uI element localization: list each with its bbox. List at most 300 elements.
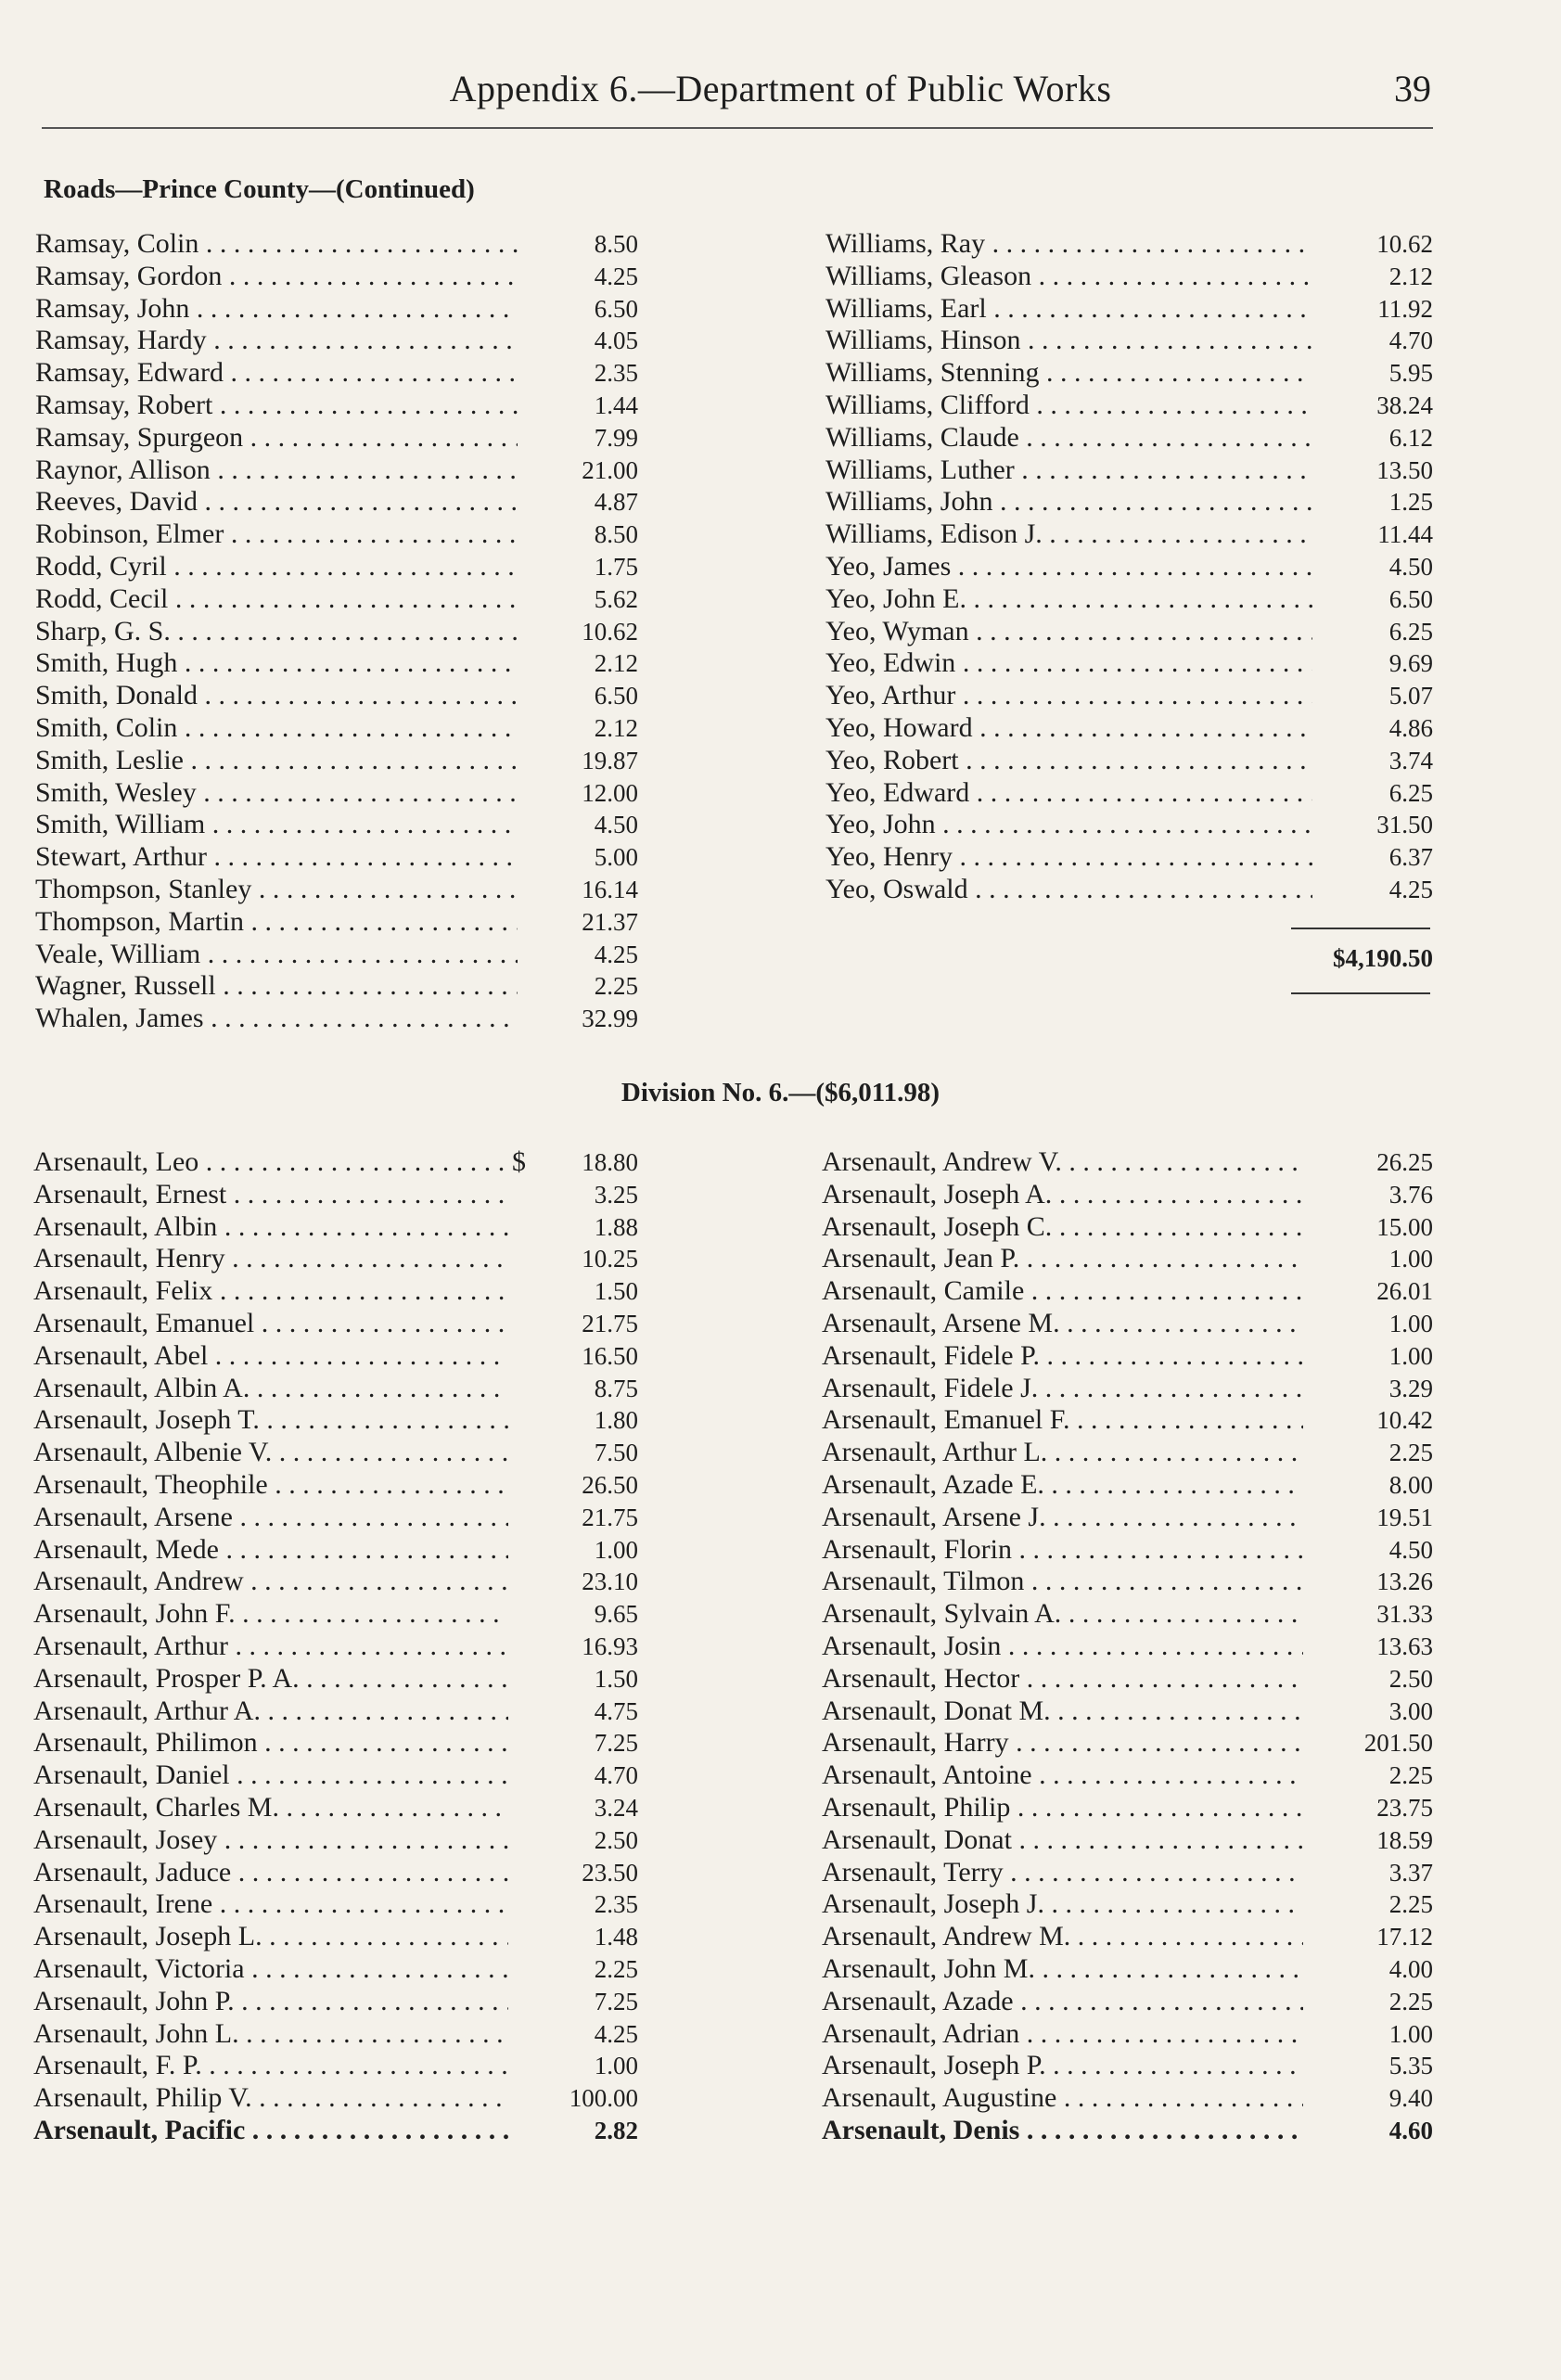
entry-name: Arsenault, Henry . . . [33, 1243, 508, 1275]
entry-amount: 3.76 [1388, 1180, 1433, 1209]
list-item [35, 680, 638, 712]
list-item [33, 1308, 638, 1340]
entry-name: Arsenault, Albin . . . [33, 1211, 508, 1244]
entry-name: Ramsay, John . . . [35, 293, 518, 326]
list-item [822, 1211, 1433, 1244]
entry-name: Thompson, Stanley . . . [35, 874, 518, 906]
list-item [35, 357, 638, 390]
list-item [35, 745, 638, 777]
entry-amount: 1.80 [594, 1406, 638, 1435]
entry-amount: 1.00 [1388, 1245, 1433, 1273]
entry-name: Arsenault, Andrew . . . [33, 1566, 508, 1598]
entry-name: Arsenault, Adrian . . . [822, 2018, 1303, 2051]
entry-amount: 3.25 [594, 1180, 638, 1209]
list-item [35, 518, 638, 551]
entry-amount: 2.35 [594, 359, 638, 388]
list-item [33, 1759, 638, 1792]
entry-name: Yeo, Henry . . . [825, 841, 1312, 874]
entry-amount: 2.25 [594, 972, 638, 1001]
entry-name: Arsenault, Fidele J. . . . [822, 1373, 1303, 1405]
list-item [33, 1663, 638, 1695]
entry-name: Arsenault, Hector . . . [822, 1663, 1303, 1695]
entry-amount: 1.75 [594, 552, 638, 581]
list-item [822, 1243, 1433, 1275]
entry-name: Arsenault, Ernest . . . [33, 1179, 508, 1211]
entry-name: Ramsay, Hardy . . . [35, 325, 518, 357]
entry-amount: 13.63 [1376, 1631, 1433, 1660]
list-item [35, 616, 638, 648]
list-item [825, 874, 1433, 906]
entry-amount: 4.50 [594, 811, 638, 839]
entry-name: Smith, Donald . . . [35, 680, 518, 712]
entry-amount: 16.50 [582, 1341, 638, 1370]
entry-amount: 1.50 [594, 1664, 638, 1693]
entry-amount: 5.35 [1388, 2052, 1433, 2080]
division-right-column [822, 1146, 1433, 2147]
entry-amount: 13.26 [1376, 1567, 1433, 1596]
section-heading-division: Division No. 6.—($6,011.98) [621, 1078, 940, 1107]
list-item [35, 970, 638, 1003]
entry-amount: 100.00 [569, 2084, 638, 2113]
entry-name: Williams, Edison J. . . . [825, 518, 1312, 551]
entry-name: Arsenault, Daniel . . . [33, 1759, 508, 1792]
entry-name: Ramsay, Gordon . . . [35, 261, 518, 293]
list-item [822, 2082, 1433, 2115]
entry-name: Arsenault, Arthur L. . . . [822, 1437, 1303, 1469]
entry-amount: 5.95 [1388, 359, 1433, 388]
list-item [33, 1824, 638, 1857]
list-item [35, 809, 638, 841]
entry-name: Yeo, John E. . . . [825, 583, 1312, 616]
total-rule-top [1291, 928, 1430, 929]
list-item [35, 906, 638, 939]
list-item [33, 1502, 638, 1534]
entry-amount: 19.51 [1376, 1503, 1433, 1531]
entry-amount: 1.44 [594, 390, 638, 419]
entry-name: Arsenault, Felix . . . [33, 1275, 508, 1308]
list-item [822, 1727, 1433, 1759]
entry-amount: 23.10 [582, 1567, 638, 1596]
entry-name: Whalen, James . . . [35, 1003, 518, 1035]
entry-amount: 4.50 [1388, 552, 1433, 581]
entry-name: Ramsay, Colin . . . [35, 228, 518, 261]
page-title: Appendix 6.—Department of Public Works [449, 68, 1112, 109]
entry-name: Yeo, James . . . [825, 551, 1312, 583]
entry-name: Arsenault, John L. . . . [33, 2018, 508, 2051]
list-item [33, 2082, 638, 2115]
entry-amount: 3.29 [1388, 1374, 1433, 1402]
entry-name: Smith, Wesley . . . [35, 777, 518, 810]
entry-name: Williams, Earl . . . [825, 293, 1312, 326]
entry-name: Ramsay, Edward . . . [35, 357, 518, 390]
entry-name: Stewart, Arthur . . . [35, 841, 518, 874]
list-item [33, 1695, 638, 1728]
entry-amount: 4.75 [594, 1696, 638, 1725]
entry-amount: 12.00 [582, 778, 638, 807]
entry-amount: 38.24 [1376, 390, 1433, 419]
entry-amount: 4.25 [594, 940, 638, 968]
entry-name: Yeo, Arthur . . . [825, 680, 1312, 712]
entry-name: Arsenault, Emanuel . . . [33, 1308, 508, 1340]
entry-name: Arsenault, Josin . . . [822, 1631, 1303, 1663]
entry-amount: 21.75 [582, 1503, 638, 1531]
list-item [35, 454, 638, 487]
entry-amount: 1.00 [594, 2052, 638, 2080]
entry-amount: 26.50 [582, 1470, 638, 1499]
list-item [33, 1857, 638, 1889]
entry-amount: 11.92 [1377, 294, 1433, 323]
list-item [33, 2050, 638, 2082]
entry-name: Wagner, Russell . . . [35, 970, 518, 1003]
list-item [33, 1631, 638, 1663]
entry-name: Arsenault, Fidele P. . . . [822, 1340, 1303, 1373]
list-item [35, 939, 638, 971]
entry-amount: 4.50 [1388, 1535, 1433, 1564]
entry-name: Arsenault, Arsene M. . . . [822, 1308, 1303, 1340]
entry-amount: 2.25 [1388, 1890, 1433, 1919]
entry-name: Williams, Hinson . . . [825, 325, 1312, 357]
list-item [35, 293, 638, 326]
entry-name: Sharp, G. S. . . . [35, 616, 518, 648]
list-item [33, 1211, 638, 1244]
list-item [822, 1566, 1433, 1598]
list-item [822, 1921, 1433, 1953]
list-item [822, 1695, 1433, 1728]
list-item [822, 1663, 1433, 1695]
entry-name: Arsenault, Pacific . . . [33, 2115, 508, 2147]
entry-name: Arsenault, Jean P. . . . [822, 1243, 1303, 1275]
list-item [33, 1727, 638, 1759]
entry-amount: 10.62 [582, 617, 638, 646]
entry-name: Ramsay, Spurgeon . . . [35, 422, 518, 454]
entry-amount: 6.50 [1388, 584, 1433, 613]
list-item [822, 1502, 1433, 1534]
entry-amount: 4.86 [1388, 713, 1433, 742]
list-item [825, 486, 1433, 518]
entry-amount: 18.59 [1376, 1825, 1433, 1854]
list-item [825, 809, 1433, 841]
entry-amount: 6.25 [1388, 778, 1433, 807]
entry-name: Arsenault, Arsene J. . . . [822, 1502, 1303, 1534]
entry-amount: 11.44 [1377, 520, 1433, 549]
entry-name: Williams, Ray . . . [825, 228, 1312, 261]
entry-name: Arsenault, Andrew M. . . . [822, 1921, 1303, 1953]
roads-left-column [35, 228, 638, 1035]
entry-amount: 21.37 [582, 907, 638, 936]
list-item [822, 2018, 1433, 2051]
entry-name: Arsenault, Charles M. . . . [33, 1792, 508, 1824]
list-item [825, 777, 1433, 810]
entry-amount: 10.62 [1376, 230, 1433, 258]
list-item [33, 2115, 638, 2147]
list-item [825, 390, 1433, 422]
entry-amount: 9.69 [1388, 649, 1433, 678]
entry-amount: 21.00 [582, 455, 638, 484]
entry-name: Smith, Leslie . . . [35, 745, 518, 777]
entry-name: Arsenault, Jaduce . . . [33, 1857, 508, 1889]
division-left-column [33, 1146, 638, 2147]
entry-amount: 7.25 [594, 1729, 638, 1758]
entry-amount: 18.80 [582, 1148, 638, 1176]
list-item [33, 1146, 638, 1179]
entry-amount: 8.50 [594, 230, 638, 258]
entry-amount: 19.87 [582, 746, 638, 774]
entry-name: Williams, Stenning . . . [825, 357, 1312, 390]
entry-name: Reeves, David . . . [35, 486, 518, 518]
list-item [825, 841, 1433, 874]
entry-name: Yeo, Howard . . . [825, 712, 1312, 745]
list-item [33, 1598, 638, 1631]
entry-amount: 2.82 [594, 2116, 638, 2144]
entry-amount: 17.12 [1376, 1923, 1433, 1951]
entry-amount: 2.35 [594, 1890, 638, 1919]
section-heading-roads: Roads—Prince County—(Continued) [44, 174, 475, 204]
entry-amount: 5.07 [1388, 682, 1433, 710]
entry-name: Arsenault, Leo . . . [33, 1146, 508, 1179]
entry-name: Arsenault, Azade . . . [822, 1986, 1303, 2018]
list-item [35, 841, 638, 874]
entry-name: Yeo, John . . . [825, 809, 1312, 841]
list-item [822, 1437, 1433, 1469]
entry-name: Arsenault, Antoine . . . [822, 1759, 1303, 1792]
list-item [35, 777, 638, 810]
entry-name: Arsenault, Philimon . . . [33, 1727, 508, 1759]
entry-amount: 21.75 [582, 1309, 638, 1337]
entry-name: Veale, William . . . [35, 939, 518, 971]
list-item [35, 422, 638, 454]
list-item [825, 680, 1433, 712]
list-item [35, 583, 638, 616]
entry-name: Arsenault, Albin A. . . . [33, 1373, 508, 1405]
entry-name: Williams, Gleason . . . [825, 261, 1312, 293]
list-item [825, 518, 1433, 551]
entry-name: Arsenault, Sylvain A. . . . [822, 1598, 1303, 1631]
list-item [33, 1986, 638, 2018]
entry-name: Yeo, Wyman . . . [825, 616, 1312, 648]
list-item [33, 1534, 638, 1567]
list-item [35, 1003, 638, 1035]
list-item [822, 1469, 1433, 1502]
entry-amount: 7.25 [594, 1987, 638, 2015]
list-item [825, 454, 1433, 487]
entry-name: Williams, Claude . . . [825, 422, 1312, 454]
entry-name: Arsenault, Arthur . . . [33, 1631, 508, 1663]
page-number: 39 [1394, 68, 1431, 109]
entry-amount: 9.40 [1388, 2084, 1433, 2113]
entry-name: Rodd, Cyril . . . [35, 551, 518, 583]
list-item [35, 874, 638, 906]
list-item [822, 1340, 1433, 1373]
list-item [35, 261, 638, 293]
list-item [33, 1566, 638, 1598]
entry-amount: 1.00 [1388, 1341, 1433, 1370]
entry-amount: 4.87 [594, 488, 638, 517]
list-item [33, 1921, 638, 1953]
list-item [33, 1953, 638, 1986]
entry-amount: 13.50 [1376, 455, 1433, 484]
entry-amount: 4.05 [594, 326, 638, 355]
list-item [825, 745, 1433, 777]
entry-amount: 3.24 [594, 1793, 638, 1822]
list-item [35, 712, 638, 745]
entry-name: Arsenault, Andrew V. . . . [822, 1146, 1303, 1179]
entry-amount: 1.48 [594, 1923, 638, 1951]
entry-name: Raynor, Allison . . . [35, 454, 518, 487]
list-item [822, 1857, 1433, 1889]
roads-total: $4,190.50 [1333, 944, 1433, 972]
entry-name: Yeo, Edward . . . [825, 777, 1312, 810]
entry-name: Arsenault, Joseph L. . . . [33, 1921, 508, 1953]
list-item [35, 325, 638, 357]
entry-amount: 32.99 [582, 1004, 638, 1033]
list-item [35, 390, 638, 422]
entry-amount: 4.25 [594, 2019, 638, 2048]
list-item [33, 1179, 638, 1211]
entry-amount: 3.00 [1388, 1696, 1433, 1725]
list-item [33, 1888, 638, 1921]
entry-amount: 2.50 [1388, 1664, 1433, 1693]
entry-name: Robinson, Elmer . . . [35, 518, 518, 551]
entry-amount: 1.50 [594, 1277, 638, 1306]
entry-name: Arsenault, Abel . . . [33, 1340, 508, 1373]
entry-name: Arsenault, Mede . . . [33, 1534, 508, 1567]
entry-amount: 6.12 [1388, 423, 1433, 452]
entry-amount: 6.25 [1388, 617, 1433, 646]
entry-name: Arsenault, Arsene . . . [33, 1502, 508, 1534]
entry-amount: 4.25 [1388, 875, 1433, 903]
entry-amount: 4.60 [1388, 2116, 1433, 2144]
entry-amount: 4.00 [1388, 1954, 1433, 1983]
entry-name: Arsenault, Tilmon . . . [822, 1566, 1303, 1598]
entry-amount: 8.75 [594, 1374, 638, 1402]
total-rule-bottom [1291, 992, 1430, 994]
list-item [825, 647, 1433, 680]
list-item [822, 1534, 1433, 1567]
list-item [825, 551, 1433, 583]
entry-amount: 16.14 [582, 875, 638, 903]
entry-name: Smith, Hugh . . . [35, 647, 518, 680]
entry-amount: 9.65 [594, 1600, 638, 1629]
list-item [822, 1308, 1433, 1340]
entry-amount: 4.25 [594, 262, 638, 290]
entry-name: Yeo, Edwin . . . [825, 647, 1312, 680]
entry-amount: 1.00 [594, 1535, 638, 1564]
list-item [33, 1792, 638, 1824]
entry-amount: 6.37 [1388, 843, 1433, 872]
entry-name: Smith, William . . . [35, 809, 518, 841]
list-item [825, 422, 1433, 454]
list-item [33, 1469, 638, 1502]
entry-amount: 5.00 [594, 843, 638, 872]
roads-right-column [825, 228, 1433, 906]
entry-amount: 26.25 [1376, 1148, 1433, 1176]
entry-name: Ramsay, Robert . . . [35, 390, 518, 422]
entry-name: Arsenault, F. P. . . . [33, 2050, 508, 2082]
entry-amount: 1.25 [1388, 488, 1433, 517]
list-item [822, 1404, 1433, 1437]
entry-name: Yeo, Robert . . . [825, 745, 1312, 777]
list-item [822, 1631, 1433, 1663]
entry-name: Arsenault, Camile . . . [822, 1275, 1303, 1308]
entry-name: Arsenault, Joseph J. . . . [822, 1888, 1303, 1921]
entry-amount: 1.88 [594, 1212, 638, 1241]
entry-name: Arsenault, Joseph C. . . . [822, 1211, 1303, 1244]
list-item [822, 1824, 1433, 1857]
list-item [35, 647, 638, 680]
entry-name: Arsenault, Harry . . . [822, 1727, 1303, 1759]
list-item [822, 1953, 1433, 1986]
list-item [822, 1146, 1433, 1179]
entry-amount: 6.50 [594, 294, 638, 323]
list-item [33, 1437, 638, 1469]
entry-amount: 8.50 [594, 520, 638, 549]
entry-name: Arsenault, John F. . . . [33, 1598, 508, 1631]
list-item [825, 616, 1433, 648]
entry-amount: 2.25 [1388, 1439, 1433, 1467]
list-item [822, 1888, 1433, 1921]
entry-amount: 4.70 [594, 1761, 638, 1790]
list-item [33, 1243, 638, 1275]
entry-name: Thompson, Martin . . . [35, 906, 518, 939]
list-item [35, 228, 638, 261]
entry-name: Arsenault, Prosper P. A. . . . [33, 1663, 508, 1695]
entry-amount: 23.75 [1376, 1793, 1433, 1822]
entry-amount: 16.93 [582, 1631, 638, 1660]
list-item [33, 1275, 638, 1308]
list-item [822, 1792, 1433, 1824]
entry-amount: 31.33 [1376, 1600, 1433, 1629]
entry-name: Arsenault, Philip V. . . . [33, 2082, 508, 2115]
entry-name: Williams, Luther . . . [825, 454, 1312, 487]
entry-name: Arsenault, Albenie V. . . . [33, 1437, 508, 1469]
entry-name: Arsenault, Arthur A. . . . [33, 1695, 508, 1728]
entry-name: Arsenault, Terry . . . [822, 1857, 1303, 1889]
entry-amount: 15.00 [1376, 1212, 1433, 1241]
list-item [822, 1986, 1433, 2018]
entry-name: Arsenault, Emanuel F. . . . [822, 1404, 1303, 1437]
entry-amount: 3.37 [1388, 1858, 1433, 1887]
entry-name: Rodd, Cecil . . . [35, 583, 518, 616]
entry-name: Arsenault, Joseph A. . . . [822, 1179, 1303, 1211]
header-rule [42, 127, 1433, 129]
list-item [822, 2050, 1433, 2082]
list-item [822, 1598, 1433, 1631]
entry-amount: 5.62 [594, 584, 638, 613]
entry-name: Arsenault, John M. . . . [822, 1953, 1303, 1986]
list-item [33, 1373, 638, 1405]
entry-amount: 2.25 [1388, 1987, 1433, 2015]
entry-amount: 1.00 [1388, 2019, 1433, 2048]
entry-name: Arsenault, Philip . . . [822, 1792, 1303, 1824]
entry-name: Arsenault, Irene . . . [33, 1888, 508, 1921]
list-item [33, 1340, 638, 1373]
list-item [822, 1759, 1433, 1792]
entry-name: Yeo, Oswald . . . [825, 874, 1312, 906]
entry-amount: 2.12 [594, 649, 638, 678]
entry-amount: 2.12 [1388, 262, 1433, 290]
entry-amount: 3.74 [1388, 746, 1433, 774]
list-item [35, 551, 638, 583]
list-item [822, 2115, 1433, 2147]
entry-name: Arsenault, Joseph T. . . . [33, 1404, 508, 1437]
entry-amount: 31.50 [1376, 811, 1433, 839]
entry-name: Arsenault, John P. . . . [33, 1986, 508, 2018]
entry-amount: 2.12 [594, 713, 638, 742]
list-item [33, 2018, 638, 2051]
entry-name: Arsenault, Augustine . . . [822, 2082, 1303, 2115]
list-item [825, 583, 1433, 616]
list-item [825, 712, 1433, 745]
